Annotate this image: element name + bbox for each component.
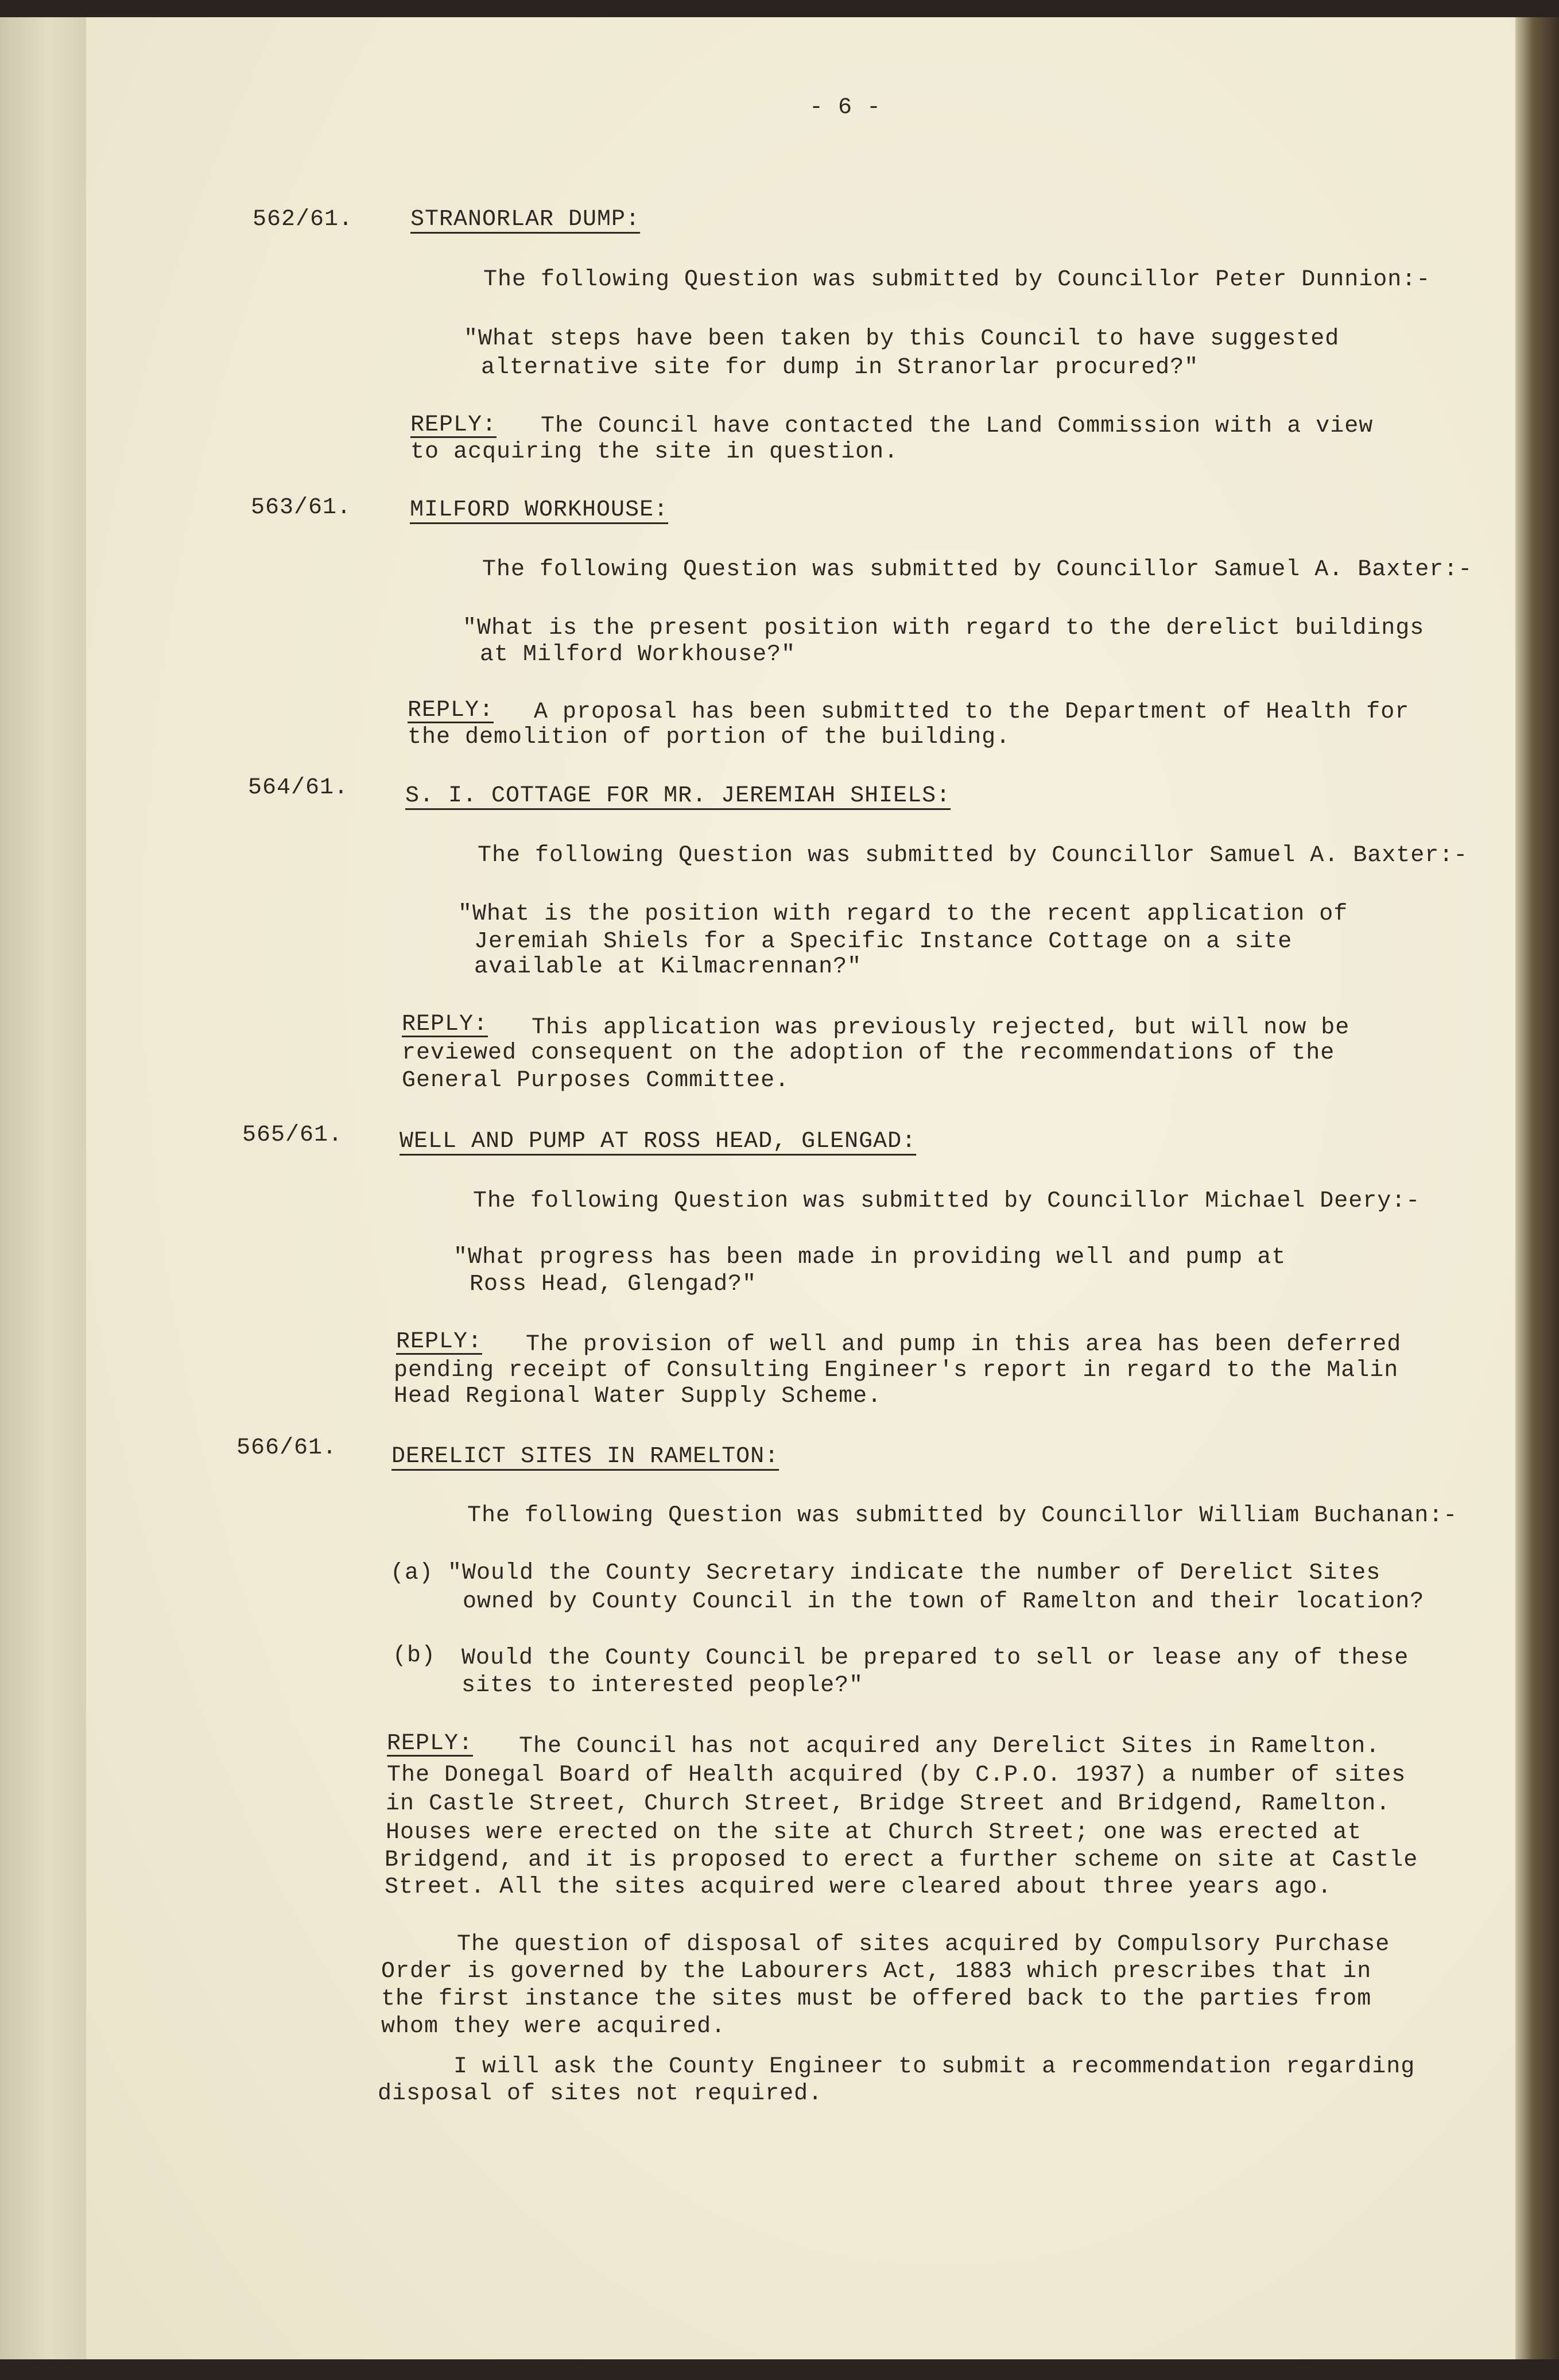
reply-line: The Donegal Board of Health acquired (by C.P.O. 1937) a number of sites (387, 1762, 1406, 1788)
question-intro: The following Question was submitted by Councillor Michael Deery:- (473, 1188, 1421, 1214)
reply-label: REPLY: (408, 697, 494, 723)
reply-line: This application was previously rejected, but will now be (532, 1015, 1350, 1041)
reply-line: The provision of well and pump in this area has been deferred (526, 1332, 1402, 1358)
question-line: Would the County Council be prepared to sell or lease any of these (462, 1645, 1409, 1671)
question-line: "What steps have been taken by this Council to have suggested (464, 326, 1340, 352)
reply-label: REPLY: (396, 1329, 483, 1355)
question-line: "What progress has been made in providing well and pump at (453, 1245, 1286, 1270)
page-number: - 6 - (809, 95, 882, 121)
item-number: 564/61. (248, 775, 349, 801)
question-intro: The following Question was submitted by Councillor Samuel A. Baxter:- (482, 557, 1473, 583)
reply-line: The Council have contacted the Land Commission with a view (541, 413, 1374, 439)
reply-label: REPLY: (387, 1731, 474, 1757)
question-line: "Would the County Secretary indicate the number of Derelict Sites (448, 1560, 1381, 1586)
question-line: alternative site for dump in Stranorlar procured?" (481, 355, 1199, 381)
question-line: Ross Head, Glengad?" (470, 1272, 757, 1297)
reply-line: the demolition of portion of the building. (408, 724, 1011, 750)
question-line: "What is the present position with regard to the derelict buildings (463, 615, 1425, 641)
body-line: I will ask the County Engineer to submit a recommendation regarding (453, 2054, 1415, 2080)
item-heading: WELL AND PUMP AT ROSS HEAD, GLENGAD: (400, 1129, 917, 1154)
item-number: 565/61. (242, 1122, 343, 1148)
reply-line: Bridgend, and it is proposed to erect a further scheme on site at Castle (385, 1847, 1418, 1873)
body-line: Order is governed by the Labourers Act, 1883 which prescribes that in (381, 1959, 1372, 1984)
question-intro: The following Question was submitted by Councillor Peter Dunnion:- (483, 267, 1431, 293)
question-line: sites to interested people?" (462, 1673, 864, 1699)
reply-line: A proposal has been submitted to the Department of Health for (534, 699, 1410, 725)
item-number: 562/61. (253, 207, 354, 232)
reply-label: REPLY: (402, 1011, 488, 1037)
question-line: available at Kilmacrennan?" (474, 954, 862, 980)
body-line: The question of disposal of sites acquired by Compulsory Purchase (457, 1932, 1390, 1958)
reply-line: reviewed consequent on the adoption of the recommendations of the (402, 1040, 1335, 1066)
reply-line: General Purposes Committee. (402, 1068, 790, 1094)
question-intro: The following Question was submitted by Councillor William Buchanan:- (467, 1503, 1458, 1529)
reply-line: Houses were erected on the site at Church Street; one was erected at (386, 1820, 1362, 1846)
question-line: at Milford Workhouse?" (480, 642, 796, 668)
reply-line: to acquiring the site in question. (410, 439, 899, 465)
sub-question-label: (a) (390, 1560, 434, 1586)
reply-line: The Council has not acquired any Derelict Sites in Ramelton. (519, 1734, 1380, 1759)
item-heading: S. I. COTTAGE FOR MR. JEREMIAH SHIELS: (405, 783, 951, 809)
reply-line: Head Regional Water Supply Scheme. (394, 1383, 882, 1409)
reply-line: pending receipt of Consulting Engineer's report in regard to the Malin (394, 1358, 1399, 1383)
page-edge (1515, 17, 1559, 2359)
item-number: 566/61. (236, 1435, 338, 1461)
question-line: Jeremiah Shiels for a Specific Instance Cottage on a site (474, 929, 1293, 955)
reply-label: REPLY: (410, 412, 497, 438)
body-line: whom they were acquired. (381, 2014, 726, 2040)
item-number: 563/61. (251, 495, 352, 521)
reply-line: in Castle Street, Church Street, Bridge Street and Bridgend, Ramelton. (386, 1791, 1391, 1817)
question-line: "What is the position with regard to the recent application of (458, 901, 1348, 927)
reply-line: Street. All the sites acquired were cleared about three years ago. (385, 1874, 1332, 1900)
item-heading: STRANORLAR DUMP: (410, 207, 641, 232)
question-line: owned by County Council in the town of Ramelton and their location? (463, 1589, 1425, 1615)
item-heading: MILFORD WORKHOUSE: (410, 497, 669, 523)
sub-question-label: (b) (393, 1643, 436, 1669)
item-heading: DERELICT SITES IN RAMELTON: (391, 1444, 780, 1470)
body-line: disposal of sites not required. (378, 2081, 823, 2107)
question-intro: The following Question was submitted by Councillor Samuel A. Baxter:- (478, 843, 1468, 869)
body-line: the first instance the sites must be offered back to the parties from (381, 1986, 1372, 2012)
